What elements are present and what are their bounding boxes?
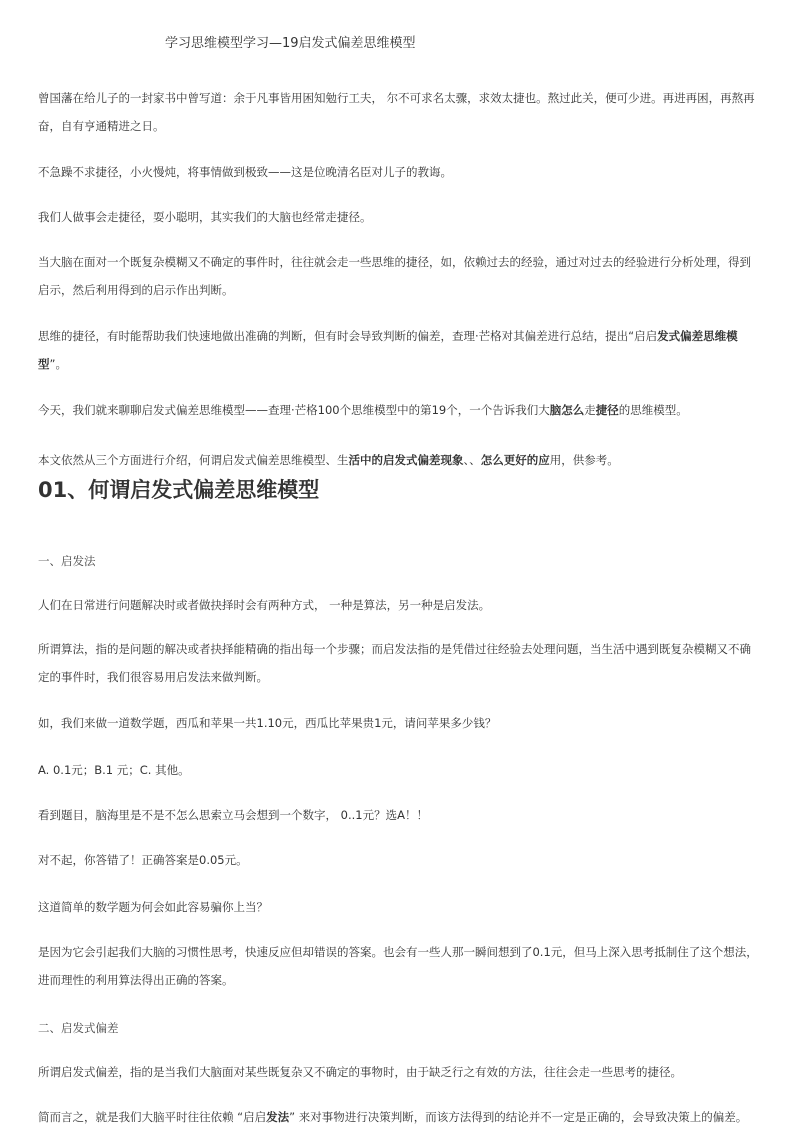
sub-heading-heuristics: 一、启发法 (38, 554, 96, 568)
section-paragraph-6: 对不起，你答错了！正确答案是0.05元。 (38, 853, 248, 867)
intro-6-bold2: 捷径 (595, 403, 619, 417)
section-heading: 01、何谓启发式偏差思维模型 (38, 478, 320, 502)
intro-6-middle: 走 (584, 403, 596, 417)
section-paragraph-1: 人们在日常进行问题解决时或者做抉择时会有两种方式， 一种是算法，另一种是启发法。 (38, 598, 491, 612)
section-paragraph-10 (38, 1103, 762, 1131)
intro-5-bold: 发式偏差思维模型 (38, 329, 738, 371)
section-paragraph-7: 这道简单的数学题为何会如此容易骗你上当？ (38, 900, 268, 914)
section-paragraph-4: A. 0.1元；B.1 元；C. 其他。 (38, 763, 190, 777)
intro-7-end: 用，供参考。 (549, 453, 619, 467)
sub-heading-heuristic-bias: 二、启发式偏差 (38, 1021, 119, 1035)
intro-6-end: 的思维模型。 (618, 403, 688, 417)
intro-7-text: 本文依然从三个方面进行介绍，何谓启发式偏差思维模型、生 (38, 453, 349, 467)
intro-5-end: ”。 (49, 357, 67, 371)
intro-paragraph-5 (38, 322, 762, 378)
intro-5-text: 思维的捷径，有时能帮助我们快速地做出准确的判断，但有时会导致判断的偏差，查理·芒格对其偏差进行总结，提出“启启 (38, 329, 658, 343)
section-paragraph-8: 是因为它会引起我们大脑的习惯性思考，快速反应但却错误的答案。也会有一些人那一瞬间想到了0.1元，但马上深入思考抵制住了这个想法，进而理性的利用算法得出正确的答案。 (38, 945, 758, 987)
intro-paragraph-7 (38, 446, 762, 474)
intro-paragraph-4: 当大脑在面对一个既复杂模糊又不确定的事件时，往往就会走一些思维的捷径，如，依赖过去的经验，通过对过去的经验进行分析处理，得到启示，然后利用得到的启示作出判断。 (38, 255, 751, 297)
section-10-text: 简而言之，就是我们大脑平时往往依赖 “启启 (38, 1110, 267, 1124)
intro-paragraph-2: 不急躁不求捷径，小火慢炖，将事情做到极致——这是位晚清名臣对儿子的教诲。 (38, 165, 452, 179)
intro-paragraph-3: 我们人做事会走捷径，耍小聪明，其实我们的大脑也经常走捷径。 (38, 210, 372, 224)
section-10-bold: 发法 (266, 1110, 290, 1124)
intro-7-bold: 活中的启发式偏差现象 (348, 453, 464, 467)
page-title: 学习思维模型学习—19启发式偏差思维模型 (165, 36, 416, 51)
intro-6-text: 今天，我们就来聊聊启发式偏差思维模型——查理·芒格100个思维模型中的第19个，一个告诉我们大 (38, 403, 550, 417)
section-paragraph-2: 所谓算法，指的是问题的解决或者抉择能精确的指出每一个步骤；而启发法指的是凭借过往经验去处理问题，当生活中遇到既复杂模糊又不确定的事件时，我们很容易用启发法来做判断。 (38, 642, 751, 684)
section-paragraph-5: 看到题目，脑海里是不是不怎么思索立马会想到一个数字， 0..1元？选A！！ (38, 808, 428, 822)
intro-7-middle: 、、 (463, 453, 481, 467)
section-paragraph-3: 如，我们来做一道数学题，西瓜和苹果一共1.10元，西瓜比苹果贵1元，请问苹果多少钱？ (38, 716, 497, 730)
intro-paragraph-6 (38, 396, 762, 424)
intro-paragraph-1: 曾国藩在给儿子的一封家书中曾写道：余于凡事皆用困知勉行工夫， 尔不可求名太骤，求效太捷也。熬过此关，便可少进。再进再困，再熬再奋，自有亨通精进之日。 (38, 91, 755, 133)
intro-6-bold: 脑怎么 (549, 403, 585, 417)
section-10-end: ” 来对事物进行决策判断，而该方法得到的结论并不一定是正确的，会导致决策上的偏差。 (289, 1110, 748, 1124)
section-paragraph-9: 所谓启发式偏差，指的是当我们大脑面对某些既复杂又不确定的事物时，由于缺乏行之有效的方法，往往会走一些思考的捷径。 (38, 1065, 682, 1079)
intro-7-bold2: 怎么更好的应 (480, 453, 550, 467)
